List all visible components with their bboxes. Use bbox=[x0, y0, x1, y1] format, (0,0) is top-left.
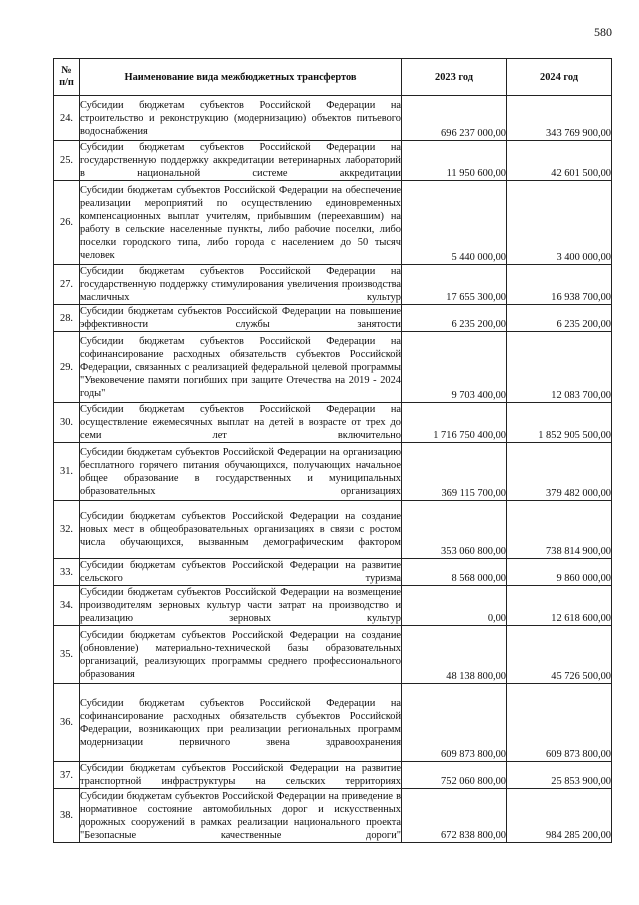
row-transfer-name: Субсидии бюджетам субъектов Российской Федерации на строительство и реконструкцию (модернизацию) объектов питьевого водоснабжения bbox=[80, 96, 402, 141]
row-transfer-name: Субсидии бюджетам субъектов Российской Федерации на развитие сельского туризма bbox=[80, 560, 401, 584]
row-amount-2023: 6 235 200,00 bbox=[402, 305, 507, 332]
row-transfer-name: Субсидии бюджетам субъектов Российской Федерации на повышение эффективности службы занятости bbox=[80, 306, 401, 330]
row-number: 25. bbox=[54, 141, 80, 181]
table-row bbox=[54, 443, 612, 501]
table-row bbox=[54, 403, 612, 443]
row-number: 26. bbox=[54, 181, 80, 265]
row-transfer-name: Субсидии бюджетам субъектов Российской Федерации на возмещение производителям зерновых культур части затрат на производство и реализацию зерновых культур bbox=[80, 587, 401, 624]
row-amount-2023: 369 115 700,00 bbox=[402, 443, 507, 501]
row-amount-2023: 0,00 bbox=[402, 586, 507, 626]
row-transfer-name: Субсидии бюджетам субъектов Российской Федерации на создание новых мест в общеобразовательных организациях в связи с ростом числа обучающихся, вызванным демографическим фактором bbox=[80, 501, 402, 559]
table-row bbox=[54, 626, 612, 684]
row-number: 36. bbox=[54, 684, 80, 762]
row-transfer-name: Субсидии бюджетам субъектов Российской Федерации на приведение в нормативное состояние автомобильных дорог и искусственных дорожных сооружений в рамках реализации национального проекта "Безопасные качественные дороги" bbox=[80, 790, 401, 841]
row-transfer-name: Субсидии бюджетам субъектов Российской Федерации на государственную поддержку аккредитации ветеринарных лабораторий в национальной системе аккредитации bbox=[80, 142, 401, 179]
row-number: 35. bbox=[54, 626, 80, 684]
row-amount-2024: 16 938 700,00 bbox=[507, 265, 612, 305]
header-name: Наименование вида межбюджетных трансфертов bbox=[80, 59, 402, 96]
transfers-table bbox=[53, 58, 612, 843]
row-number: 27. bbox=[54, 265, 80, 305]
row-amount-2023: 353 060 800,00 bbox=[402, 501, 507, 559]
row-amount-2023: 752 060 800,00 bbox=[402, 762, 507, 789]
table-row bbox=[54, 501, 612, 559]
row-number: 28. bbox=[54, 305, 80, 332]
row-amount-2024: 343 769 900,00 bbox=[507, 96, 612, 141]
table-row bbox=[54, 789, 612, 843]
row-amount-2023: 9 703 400,00 bbox=[402, 332, 507, 403]
row-transfer-name: Субсидии бюджетам субъектов Российской Федерации на развитие транспортной инфраструктуры на сельских территориях bbox=[80, 763, 401, 787]
header-2024: 2024 год bbox=[507, 59, 612, 96]
row-number: 24. bbox=[54, 96, 80, 141]
row-transfer-name: Субсидии бюджетам субъектов Российской Федерации на софинансирование расходных обязательств субъектов Российской Федерации, возникающих при реализации региональных программ модернизации первичного звена здравоохранения bbox=[80, 684, 402, 762]
table-row bbox=[54, 96, 612, 141]
table-row bbox=[54, 559, 612, 586]
row-amount-2023: 696 237 000,00 bbox=[402, 96, 507, 141]
row-amount-2023: 5 440 000,00 bbox=[402, 181, 507, 265]
table-row bbox=[54, 305, 612, 332]
header-2023: 2023 год bbox=[402, 59, 507, 96]
row-number: 29. bbox=[54, 332, 80, 403]
row-transfer-name: Субсидии бюджетам субъектов Российской Федерации на государственную поддержку стимулирования увеличения производства масличных культур bbox=[80, 266, 401, 303]
table-header-row bbox=[54, 59, 612, 96]
row-number: 30. bbox=[54, 403, 80, 443]
row-amount-2023: 609 873 800,00 bbox=[402, 684, 507, 762]
row-number: 31. bbox=[54, 443, 80, 501]
table-row bbox=[54, 332, 612, 403]
table-row bbox=[54, 265, 612, 305]
row-amount-2024: 1 852 905 500,00 bbox=[507, 403, 612, 443]
row-number: 38. bbox=[54, 789, 80, 843]
row-transfer-name: Субсидии бюджетам субъектов Российской Федерации на обеспечение реализации мероприятий по осуществлению единовременных компенсационных выплат учителям, прибывшим (переехавшим) на работу в сельские населенные пункты, либо рабочие поселки, либо поселки городского типа, либо города с населением до 50 тысяч человек bbox=[80, 181, 402, 265]
row-amount-2024: 25 853 900,00 bbox=[507, 762, 612, 789]
row-amount-2023: 17 655 300,00 bbox=[402, 265, 507, 305]
row-amount-2023: 672 838 800,00 bbox=[402, 789, 507, 843]
row-transfer-name: Субсидии бюджетам субъектов Российской Федерации на организацию бесплатного горячего питания обучающихся, получающих начальное общее образование в государственных и муниципальных образовательных организациях bbox=[80, 443, 402, 501]
row-amount-2024: 738 814 900,00 bbox=[507, 501, 612, 559]
row-amount-2024: 12 083 700,00 bbox=[507, 332, 612, 403]
row-transfer-name: Субсидии бюджетам субъектов Российской Федерации на осуществление ежемесячных выплат на детей в возрасте от трех до семи лет включительно bbox=[80, 404, 401, 441]
row-amount-2024: 3 400 000,00 bbox=[507, 181, 612, 265]
table-row bbox=[54, 141, 612, 181]
row-amount-2023: 1 716 750 400,00 bbox=[402, 403, 507, 443]
table-row bbox=[54, 762, 612, 789]
row-transfer-name: Субсидии бюджетам субъектов Российской Федерации на создание (обновление) материально-технической базы образовательных организаций, реализующих программы среднего профессионального образования bbox=[80, 626, 402, 684]
row-amount-2024: 984 285 200,00 bbox=[507, 789, 612, 843]
row-number: 33. bbox=[54, 559, 80, 586]
table-row bbox=[54, 181, 612, 265]
row-transfer-name: Субсидии бюджетам субъектов Российской Федерации на софинансирование расходных обязательств субъектов Российской Федерации, связанных с реализацией федеральной целевой программы "Увековечение памяти погибших при защите Отечества на 2019 - 2024 годы" bbox=[80, 332, 402, 403]
table-row bbox=[54, 586, 612, 626]
row-amount-2024: 609 873 800,00 bbox=[507, 684, 612, 762]
row-amount-2023: 11 950 600,00 bbox=[402, 141, 507, 181]
row-amount-2024: 6 235 200,00 bbox=[507, 305, 612, 332]
row-amount-2024: 12 618 600,00 bbox=[507, 586, 612, 626]
row-number: 34. bbox=[54, 586, 80, 626]
row-amount-2023: 48 138 800,00 bbox=[402, 626, 507, 684]
row-amount-2024: 42 601 500,00 bbox=[507, 141, 612, 181]
row-amount-2023: 8 568 000,00 bbox=[402, 559, 507, 586]
row-amount-2024: 9 860 000,00 bbox=[507, 559, 612, 586]
row-number: 32. bbox=[54, 501, 80, 559]
row-amount-2024: 379 482 000,00 bbox=[507, 443, 612, 501]
table-row bbox=[54, 684, 612, 762]
page-number: 580 bbox=[594, 25, 612, 39]
header-num: № п/п bbox=[54, 59, 80, 96]
row-amount-2024: 45 726 500,00 bbox=[507, 626, 612, 684]
row-number: 37. bbox=[54, 762, 80, 789]
